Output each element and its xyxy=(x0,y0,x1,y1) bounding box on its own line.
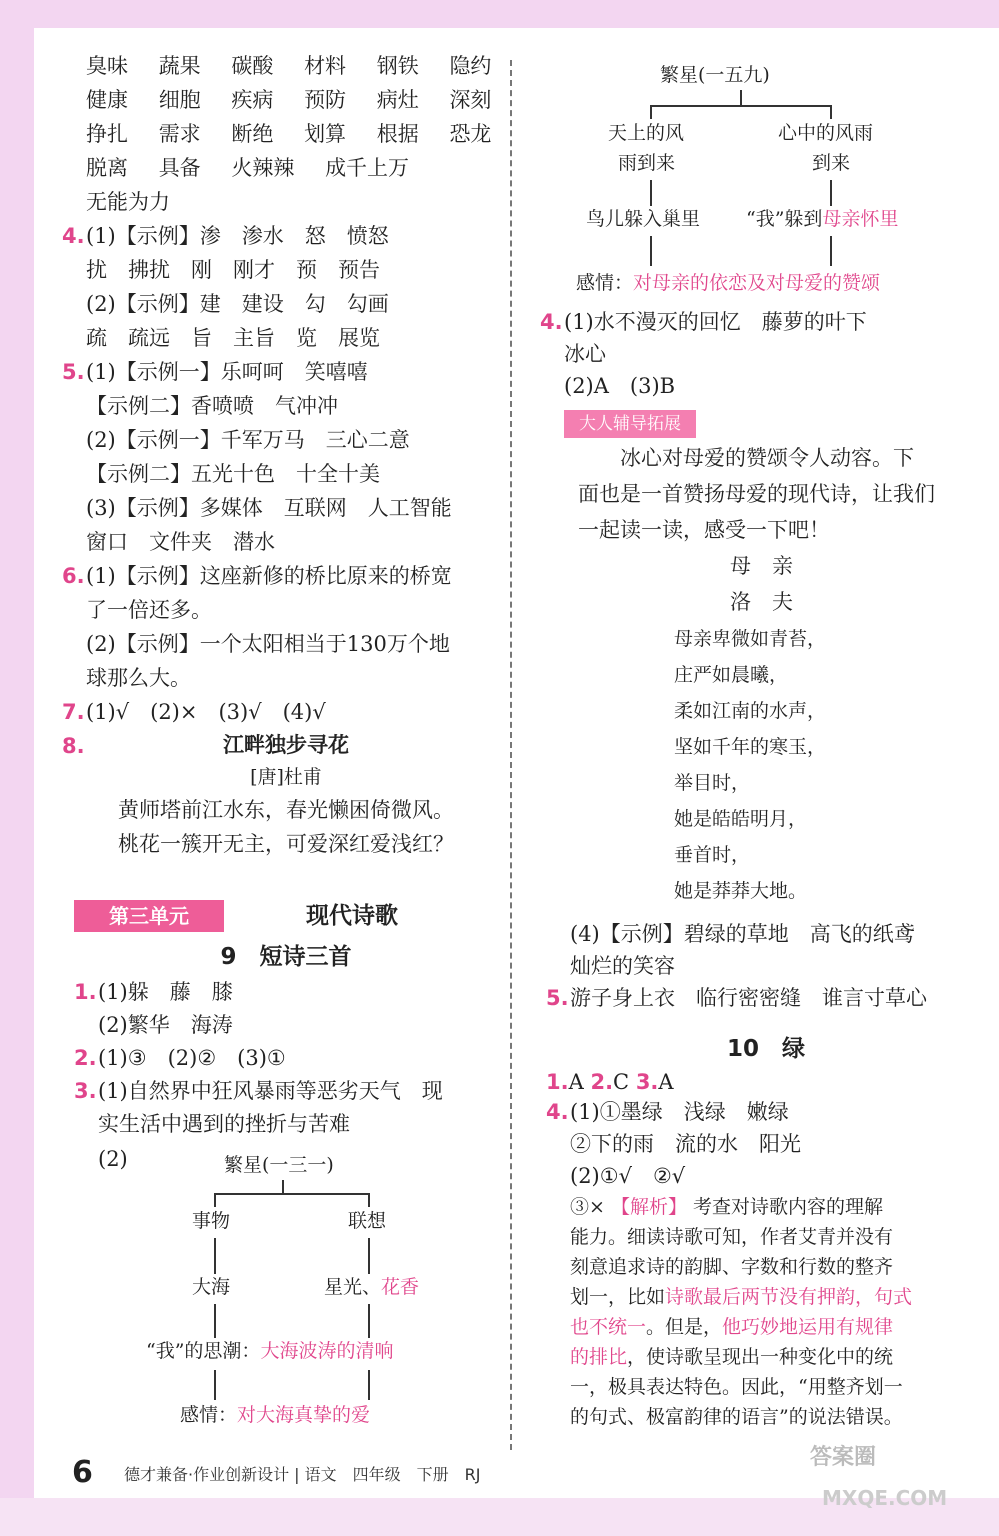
word: 火辣辣 xyxy=(231,156,295,180)
word: 成千上万 xyxy=(325,156,410,180)
question-number: 3. xyxy=(635,1070,659,1094)
lesson-title: 9 短诗三首 xyxy=(220,944,352,970)
diagram-connector xyxy=(740,90,742,106)
diagram-left-value: 大海 xyxy=(192,1276,231,1298)
watermark-logo: 答案圈 xyxy=(810,1445,877,1470)
answer-line: (2)繁华 海涛 xyxy=(98,1013,233,1037)
answer-line: (1)【示例】这座新修的桥比原来的桥宽 xyxy=(86,564,452,588)
analysis-highlight: 也不统一 xyxy=(570,1316,647,1338)
question-number: 3. xyxy=(74,1079,97,1103)
analysis-line: 一，极具表达特色。因此，“用整齐划一 xyxy=(570,1376,903,1398)
diagram-answer: 大海波涛的清响 xyxy=(260,1340,394,1362)
question-number: 2. xyxy=(74,1046,97,1070)
diagram-connector xyxy=(214,1370,216,1400)
answer-line: (1)躲 藤 膝 xyxy=(98,980,233,1004)
analysis-highlight: 的排比 xyxy=(570,1346,628,1368)
word: 蔬果 xyxy=(158,54,201,78)
diagram-right-label: 心中的风雨 xyxy=(778,122,874,144)
word: 断绝 xyxy=(231,122,274,146)
answer-line: 疏 疏远 旨 主旨 览 展览 xyxy=(86,326,380,350)
diagram-title: 繁星(一五九) xyxy=(660,64,770,86)
poem-line: 黄师塔前江水东，春光懒困倚微风。 xyxy=(118,798,454,822)
diagram-connector xyxy=(830,180,832,206)
answer-value: C xyxy=(613,1070,630,1094)
answer-line: (3)【示例】多媒体 互联网 人工智能 xyxy=(86,496,452,520)
poem-title: 母 亲 xyxy=(730,554,793,578)
diagram-right-value xyxy=(324,1278,419,1297)
word: 预防 xyxy=(304,88,347,112)
poem-line: 坚如千年的寒玉， xyxy=(674,736,827,758)
diagram-emotion xyxy=(180,1406,370,1425)
unit-badge: 第三单元 xyxy=(74,900,224,932)
poem-line: 她是皓皓明月， xyxy=(674,808,808,830)
footer-text: 德才兼备·作业创新设计 | 语文 四年级 下册 RJ xyxy=(124,1465,481,1484)
word: 碳酸 xyxy=(231,54,274,78)
answer-line: 【示例二】香喷喷 气冲冲 xyxy=(86,394,338,418)
page-border-top xyxy=(0,0,999,28)
poem-line: 柔如江南的水声， xyxy=(674,700,827,722)
answer-line: 球那么大。 xyxy=(86,666,191,690)
word: 细胞 xyxy=(158,88,201,112)
answer-line: 扰 拂扰 刚 刚才 预 预告 xyxy=(86,258,380,282)
diagram-connector xyxy=(214,1193,216,1207)
diagram-right-label: 到来 xyxy=(812,152,851,174)
diagram-connector xyxy=(650,180,652,206)
diagram-connector xyxy=(214,1193,370,1195)
diagram-text: 感情： xyxy=(180,1404,238,1426)
extension-text: 一起读一读，感受一下吧！ xyxy=(578,518,830,542)
diagram-answer: 母亲怀里 xyxy=(822,208,899,230)
diagram-connector xyxy=(214,1304,216,1338)
diagram-text: 星光、 xyxy=(324,1276,382,1298)
question-number: 6. xyxy=(62,564,85,588)
poem-line: 垂首时， xyxy=(674,844,751,866)
poem-line: 庄严如晨曦， xyxy=(674,664,789,686)
diagram-text: “我”躲到 xyxy=(746,208,823,230)
word: 健康 xyxy=(86,88,128,112)
word-row-1 xyxy=(86,56,491,77)
poem-author: 洛 夫 xyxy=(730,590,793,614)
watermark-url: MXQE.COM xyxy=(822,1486,948,1510)
page-number: 6 xyxy=(72,1455,93,1490)
diagram-connector xyxy=(214,1238,216,1274)
answer-line: (1)①墨绿 浅绿 嫩绿 xyxy=(570,1100,789,1124)
analysis-line xyxy=(570,1318,893,1337)
answer-line: (2)【示例】一个太阳相当于130万个地 xyxy=(86,632,450,656)
diagram-emotion xyxy=(576,274,880,293)
question-number: 4. xyxy=(546,1100,569,1124)
diagram-connector xyxy=(830,236,832,266)
answer-line: 实生活中遇到的挫折与苦难 xyxy=(98,1112,350,1136)
answer-line: (4)【示例】碧绿的草地 高飞的纸鸢 xyxy=(570,922,915,946)
word: 脱离 xyxy=(86,156,128,180)
question-number: 1. xyxy=(74,980,97,1004)
answer-line: 窗口 文件夹 潜水 xyxy=(86,530,275,554)
word-row-2 xyxy=(86,90,491,111)
answer-line: (1)√ (2)× (3)√ (4)√ xyxy=(86,700,326,724)
poem-line: 举目时， xyxy=(674,772,751,794)
analysis-highlight: 他巧妙地运用有规律 xyxy=(722,1316,894,1338)
word: 需求 xyxy=(158,122,201,146)
diagram-connector xyxy=(368,1193,370,1207)
diagram-connector xyxy=(368,1370,370,1400)
answer-line: (2)①√ ②√ xyxy=(570,1164,686,1188)
word: 划算 xyxy=(304,122,347,146)
answer-line-a1-a3 xyxy=(546,1072,674,1093)
analysis-line: 刻意追求诗的韵脚、字数和行数的整齐 xyxy=(570,1256,894,1278)
diagram-left-label: 事物 xyxy=(192,1210,231,1232)
answer-line: (1)③ (2)② (3)① xyxy=(98,1046,286,1070)
diagram-text: “我”的思潮： xyxy=(146,1340,261,1362)
page-border-left xyxy=(0,0,34,1536)
poem-line: 桃花一簇开无主，可爱深红爱浅红？ xyxy=(118,832,454,856)
diagram-connector xyxy=(650,105,832,107)
diagram-connector xyxy=(650,236,652,266)
question-number: 4. xyxy=(62,224,85,248)
answer-value: A xyxy=(568,1070,584,1094)
analysis-line: 的句式、极富韵律的语言”的说法错误。 xyxy=(570,1406,903,1428)
question-number: 1. xyxy=(546,1070,569,1094)
diagram-answer: 对母亲的依恋及对母爱的赞颂 xyxy=(633,272,881,294)
diagram-connector xyxy=(368,1238,370,1274)
analysis-tag: 【解析】 xyxy=(610,1196,687,1218)
analysis-line xyxy=(570,1288,912,1307)
answer-line: (1)自然界中狂风暴雨等恶劣天气 现 xyxy=(98,1079,443,1103)
answer-line: (2)【示例一】千军万马 三心二意 xyxy=(86,428,410,452)
analysis-highlight: 诗歌最后两节没有押韵，句式 xyxy=(665,1286,913,1308)
question-number: 5. xyxy=(62,360,85,384)
diagram-thought xyxy=(146,1342,393,1361)
word-row-5 xyxy=(86,192,170,213)
answer-line: (1)水不漫灭的回忆 藤萝的叶下 xyxy=(564,310,867,334)
word: 钢铁 xyxy=(376,54,419,78)
unit-title: 现代诗歌 xyxy=(306,902,398,929)
extension-text: 面也是一首赞扬母爱的现代诗，让我们 xyxy=(578,482,935,506)
answer-text: 考查对诗歌内容的理解 xyxy=(693,1196,884,1218)
question-number: 7. xyxy=(62,700,85,724)
word: 恐龙 xyxy=(449,122,492,146)
answer-text: 。但是， xyxy=(646,1316,723,1338)
question-number: 5. xyxy=(546,986,569,1010)
analysis-line: 能力。细读诗歌可知，作者艾青并没有 xyxy=(570,1226,894,1248)
diagram-left-label: 天上的风 xyxy=(608,122,685,144)
diagram-connector xyxy=(368,1304,370,1338)
word: 深刻 xyxy=(449,88,492,112)
word: 材料 xyxy=(304,54,347,78)
answer-line: (2)【示例】建 建设 勾 勾画 xyxy=(86,292,389,316)
column-divider xyxy=(510,60,512,1450)
answer-line: (2) xyxy=(98,1147,128,1171)
question-number: 2. xyxy=(590,1070,614,1094)
extension-text: 冰心对母爱的赞颂令人动容。下 xyxy=(620,446,914,470)
word: 无能为力 xyxy=(86,190,170,214)
answer-value: A xyxy=(658,1070,674,1094)
answer-text: ，使诗歌呈现出一种变化中的统 xyxy=(627,1346,894,1368)
answer-line: ②下的雨 流的水 阳光 xyxy=(570,1132,801,1156)
diagram-left-label: 雨到来 xyxy=(618,152,676,174)
answer-line: (2)A (3)B xyxy=(564,374,676,398)
answer-line: 【示例二】五光十色 十全十美 xyxy=(86,462,380,486)
answer-line xyxy=(570,1198,883,1217)
diagram-left-result: 鸟儿躲入巢里 xyxy=(586,208,701,230)
diagram-answer: 花香 xyxy=(381,1276,420,1298)
word: 具备 xyxy=(158,156,201,180)
word: 病灶 xyxy=(376,88,419,112)
word: 根据 xyxy=(376,122,419,146)
poem-line: 母亲卑微如青苔， xyxy=(674,628,827,650)
word-row-3 xyxy=(86,124,491,145)
lesson-title: 10 绿 xyxy=(726,1036,805,1062)
diagram-connector xyxy=(650,105,652,119)
answer-line: 了一倍还多。 xyxy=(86,598,212,622)
poem-author: [唐]杜甫 xyxy=(250,766,322,788)
diagram-right-result xyxy=(746,210,898,229)
diagram-connector xyxy=(830,105,832,119)
word-row-4 xyxy=(86,158,409,179)
answer-line: (1)【示例】渗 渗水 怒 愤怒 xyxy=(86,224,389,248)
diagram-text: 感情： xyxy=(576,272,634,294)
diagram-connector xyxy=(282,1180,284,1194)
analysis-line xyxy=(570,1348,893,1367)
word: 隐约 xyxy=(449,54,492,78)
answer-line: 游子身上衣 临行密密缝 谁言寸草心 xyxy=(570,986,927,1010)
question-number: 4. xyxy=(540,310,563,334)
answer-text: ③× xyxy=(570,1196,605,1218)
diagram-answer: 对大海真挚的爱 xyxy=(237,1404,371,1426)
poem-title: 江畔独步寻花 xyxy=(223,732,349,757)
answer-line: (1)【示例一】乐呵呵 笑嘻嘻 xyxy=(86,360,368,384)
question-number: 8. xyxy=(62,734,85,758)
answer-line: 冰心 xyxy=(564,342,606,366)
word: 挣扎 xyxy=(86,122,128,146)
word: 疾病 xyxy=(231,88,274,112)
poem-line: 她是莽莽大地。 xyxy=(674,880,808,902)
answer-line: 灿烂的笑容 xyxy=(570,954,675,978)
word: 臭味 xyxy=(86,54,128,78)
diagram-title: 繁星(一三一) xyxy=(224,1154,334,1176)
diagram-right-label: 联想 xyxy=(348,1210,387,1232)
answer-text: 划一，比如 xyxy=(570,1286,666,1308)
extension-badge: 大人辅导拓展 xyxy=(564,410,696,438)
